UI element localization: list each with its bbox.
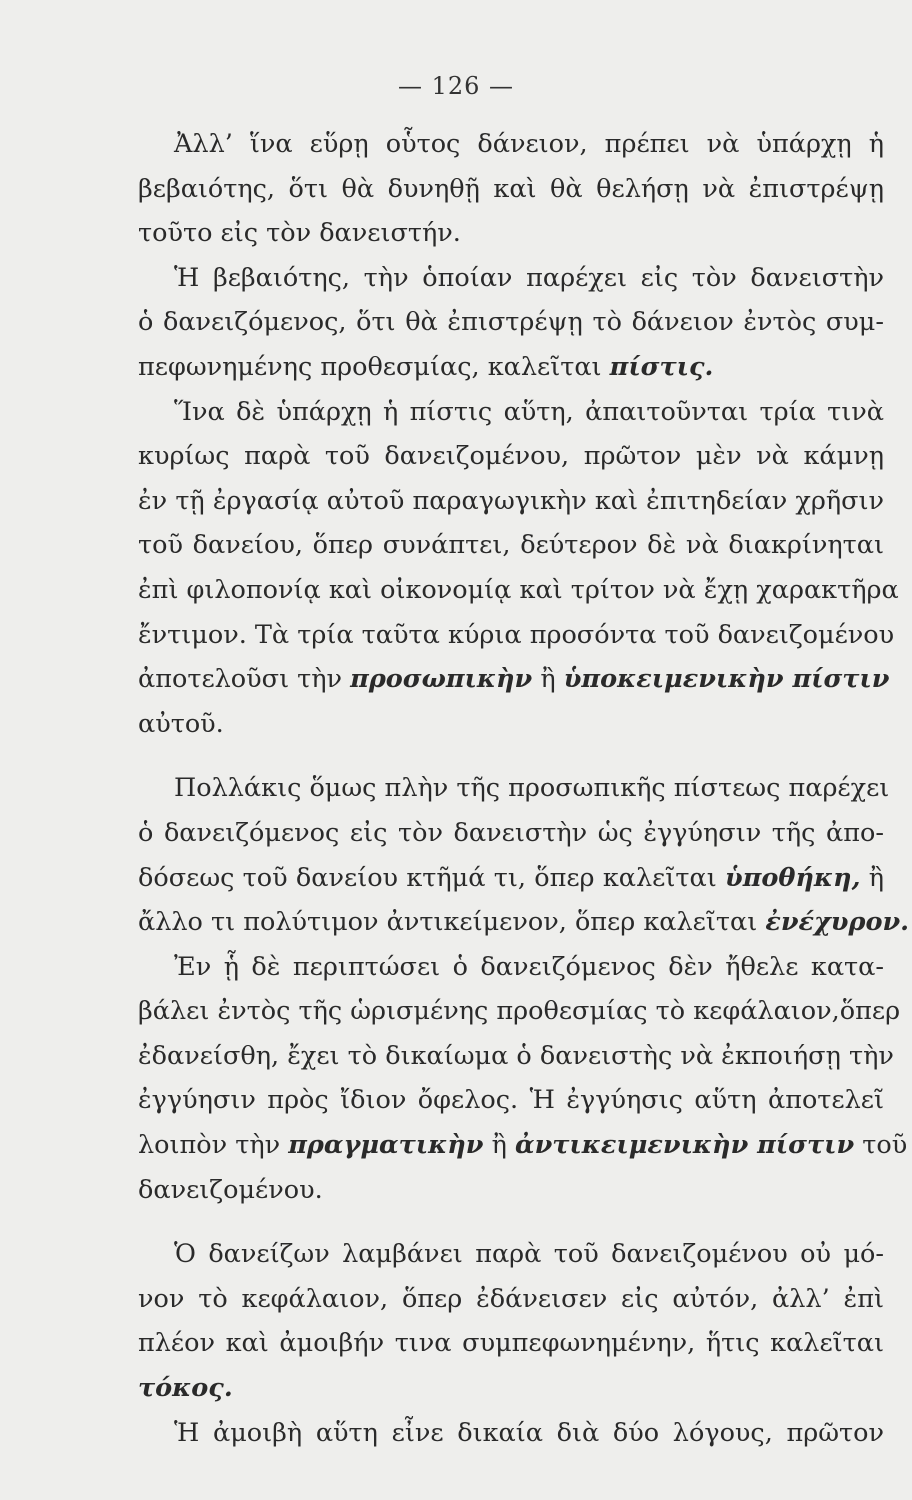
- text-line: δανειζομένου.: [138, 1174, 323, 1205]
- text-line: κυρίως παρὰ τοῦ δανειζομένου, πρῶτον μὲν νὰ κάμνῃ: [138, 441, 884, 472]
- text-line: ἐπὶ φιλοπονίᾳ καὶ οἰκονομίᾳ καὶ τρίτον νὰ ἔχῃ χαρακτῆρα: [138, 574, 899, 605]
- term-mortgage: ὑποθήκη,: [725, 862, 861, 893]
- text-line: ὁ δανειζόμενος, ὅτι θὰ ἐπιστρέψῃ τὸ δάνειον ἐντὸς συμ-: [138, 307, 884, 338]
- text-fragment: ἢ: [868, 862, 885, 893]
- text-line: βεβαιότης, ὅτι θὰ δυνηθῇ καὶ θὰ θελήσῃ νὰ ἐπιστρέψῃ: [138, 173, 884, 204]
- text-fragment: τοῦ: [862, 1130, 908, 1161]
- text-fragment: ἢ: [540, 664, 556, 695]
- text-line: αὐτοῦ.: [138, 708, 224, 739]
- text-line: Ἀλλ’ ἵνα εὕρῃ οὗτος δάνειον, πρέπει νὰ ὑπάρχῃ ἡ: [174, 129, 884, 159]
- text-fragment: ἀποτελοῦσι τὴν: [138, 664, 343, 695]
- paragraph-1: [138, 122, 884, 256]
- paragraph-5: [138, 945, 908, 1213]
- text-line: ἐν τῇ ἐργασίᾳ αὐτοῦ παραγωγικὴν καὶ ἐπιτηδείαν χρῆσιν: [138, 485, 884, 516]
- text-line: Ἡ ἀμοιβὴ αὕτη εἶνε δικαία διὰ δύο λόγους, πρῶτον: [174, 1417, 884, 1448]
- paragraph-7: [138, 1411, 884, 1456]
- paragraph-3: [138, 390, 899, 747]
- text-line: ἐδανείσθη, ἔχει τὸ δικαίωμα ὁ δανειστὴς νὰ ἐκποιήσῃ τὴν: [138, 1040, 894, 1071]
- text-line: [138, 1123, 908, 1168]
- term-pistis: πίστις.: [609, 351, 714, 382]
- text-line: ἔντιμον. Τὰ τρία ταῦτα κύρια προσόντα τοῦ δανειζομένου: [138, 619, 895, 650]
- paragraph-4: [138, 766, 910, 944]
- text-fragment: ἢ: [491, 1130, 507, 1161]
- text-line: βάλει ἐντὸς τῆς ὡρισμένης προθεσμίας τὸ κεφάλαιον,ὅπερ: [138, 996, 901, 1027]
- term-personal: προσωπικὴν: [350, 664, 533, 695]
- text-line: Πολλάκις ὅμως πλὴν τῆς προσωπικῆς πίστεως παρέχει: [174, 773, 890, 804]
- text-line: τοῦ δανείου, ὅπερ συνάπτει, δεύτερον δὲ νὰ διακρίνηται: [138, 530, 884, 561]
- page-number: — 126 —: [397, 72, 515, 100]
- text-line: ἐγγύησιν πρὸς ἴδιον ὄφελος. Ἡ ἐγγύησις αὕτη ἀποτελεῖ: [138, 1085, 884, 1116]
- body-text: [138, 122, 910, 1455]
- paragraph-6: [138, 1232, 884, 1410]
- text-fragment: δόσεως τοῦ δανείου κτῆμά τι, ὅπερ καλεῖται: [138, 862, 717, 893]
- text-line: Ἐν ᾗ δὲ περιπτώσει ὁ δανειζόμενος δὲν ἤθελε κατα-: [174, 951, 884, 982]
- text-line: Ἵνα δὲ ὑπάρχῃ ἡ πίστις αὕτη, ἀπαιτοῦνται τρία τινὰ: [174, 396, 884, 427]
- term-interest: τόκος.: [138, 1373, 233, 1404]
- text-line: [138, 856, 884, 901]
- text-fragment: πεφωνημένης προθεσμίας, καλεῖται: [138, 351, 602, 382]
- text-fragment: λοιπὸν τὴν: [138, 1130, 281, 1161]
- text-line: Ἡ βεβαιότης, τὴν ὁποίαν παρέχει εἰς τὸν δανειστὴν: [174, 262, 884, 293]
- text-fragment: ἄλλο τι πολύτιμον ἀντικείμενον, ὅπερ καλεῖται: [138, 907, 758, 938]
- text-line: [138, 345, 884, 390]
- term-objective-credit: ἀντικειμενικὴν πίστιν: [514, 1130, 855, 1161]
- text-line: πλέον καὶ ἀμοιβήν τινα συμπεφωνημένην, ἥτις καλεῖται: [138, 1328, 884, 1359]
- text-line: [138, 900, 910, 945]
- term-subjective-credit: ὑποκειμενικὴν πίστιν: [563, 664, 890, 695]
- text-line: τοῦτο εἰς τὸν δανειστήν.: [138, 218, 461, 249]
- text-line: [138, 1366, 884, 1411]
- text-line: ὁ δανειζόμενος εἰς τὸν δανειστὴν ὡς ἐγγύησιν τῆς ἀπο-: [138, 817, 884, 848]
- term-pledge: ἐνέχυρον.: [765, 907, 910, 938]
- paragraph-2: [138, 256, 884, 390]
- text-line: νον τὸ κεφάλαιον, ὅπερ ἐδάνεισεν εἰς αὐτόν, ἀλλ’ ἐπὶ: [138, 1283, 884, 1314]
- term-real: πραγματικὴν: [288, 1130, 484, 1161]
- text-line: [138, 657, 890, 702]
- text-line: Ὁ δανείζων λαμβάνει παρὰ τοῦ δανειζομένου οὐ μό-: [174, 1239, 884, 1270]
